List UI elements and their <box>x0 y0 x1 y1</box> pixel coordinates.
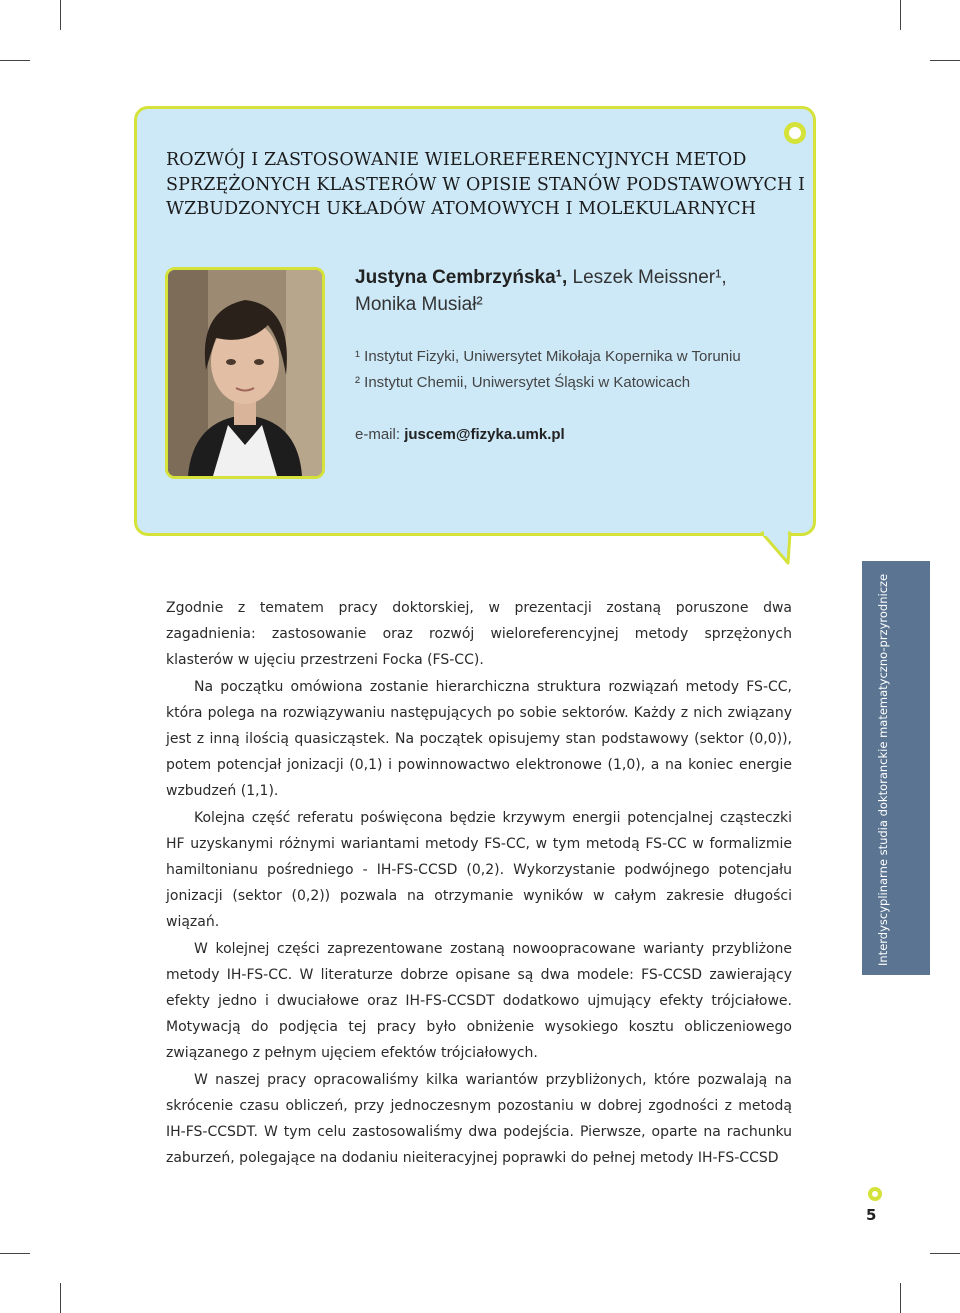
co-author: Leszek Meissner¹, <box>567 267 727 288</box>
email-label: e-mail: <box>355 426 405 443</box>
paragraph: Kolejna część referatu poświęcona będzie krzywym energii potencjalnej cząsteczki HF uzyskanymi różnymi wariantami metody FS-CC, w tym metodą FS-CC w formalizmie hamiltonianu pośredniego - IH-FS-CCSD (0,2). Wykorzystanie podwójnego potencjału jonizacji (sektor (0,2)) pozwala na otrzymanie wyników w całym zakresie długości wiązań. <box>166 809 792 931</box>
affiliation: ¹ Instytut Fizyki, Uniwersytet Mikołaja Kopernika w Toruniu <box>355 348 741 365</box>
author-photo <box>165 267 325 479</box>
crop-mark <box>60 0 61 30</box>
crop-mark <box>900 0 901 30</box>
paragraph: Zgodnie z tematem pracy doktorskiej, w prezentacji zostaną poruszone dwa zagadnienia: zastosowanie oraz rozwój wieloreferencyjnej metody sprzężonych klasterów w ujęciu przestrzeni Focka (FS-CC). <box>166 600 792 669</box>
portrait-image <box>168 270 322 476</box>
email-link[interactable]: juscem@fizyka.umk.pl <box>404 426 565 443</box>
sidebar-tab <box>862 561 930 975</box>
authors <box>355 264 795 318</box>
affiliation: ² Instytut Chemii, Uniwersytet Śląski w Katowicach <box>355 374 691 391</box>
crop-mark <box>930 60 960 61</box>
accent-dot-icon <box>868 1187 882 1201</box>
paragraph: W naszej pracy opracowaliśmy kilka wariantów przybliżonych, które pozwalają na skrócenie czasu obliczeń, przy jednoczesnym pozostaniu w dobrej zgodności z metodą IH-FS-CCSDT. W tym celu zastosowaliśmy dwa podejścia. Pierwsze, oparte na rachunku zaburzeń, polegające na dodaniu nieiteracyjnej poprawki do pełnej metody IH-FS-CCSD <box>166 1071 792 1167</box>
paragraph: W kolejnej części zaprezentowane zostaną nowoopracowane warianty przybliżone metody IH-FS-CC. W literaturze dobrze opisane są dwa modele: FS-CCSD zawierający efekty jedno i dwuciałowe oraz IH-FS-CCSDT dodatkowo ujmujący efekty trójciałowe. Motywacją do podjęcia tej pracy było obniżenie wysokiego kosztu obliczeniowego związanego z pełnym ujęciem efektów trójciałowych. <box>166 940 792 1062</box>
callout-tail <box>760 531 794 567</box>
accent-dot-icon <box>784 122 806 144</box>
crop-mark <box>60 1283 61 1313</box>
co-author: Monika Musiał² <box>355 294 483 315</box>
crop-mark <box>0 60 30 61</box>
paragraph: Na początku omówiona zostanie hierarchiczna struktura rozwiązań metody FS-CC, która polega na rozwiązywaniu następujących po sobie sektorów. Każdy z nich związany jest z inną ilością quasicząstek. Na początek opisujemy stan podstawowy (sektor (0,0)), potem potencjał jonizacji (0,1) i powinnowactwo elektronowe (1,0), a na koniec energie wzbudzeń (1,1). <box>166 678 792 800</box>
lead-author: Justyna Cembrzyńska¹, <box>355 267 568 288</box>
email <box>355 426 565 443</box>
page-number: 5 <box>866 1206 877 1224</box>
crop-mark <box>930 1253 960 1254</box>
article-title: ROZWÓJ I ZASTOSOWANIE WIELOREFERENCYJNYCH METOD SPRZĘŻONYCH KLASTERÓW W OPISIE STANÓW PODSTAWOWYCH I WZBUDZONYCH UKŁADÓW ATOMOWYCH I MOLEKULARNYCH <box>166 150 806 219</box>
sidebar-label: Interdyscyplinarne studia doktoranckie matematyczno-przyrodnicze <box>876 573 890 966</box>
crop-mark <box>0 1253 30 1254</box>
crop-mark <box>900 1283 901 1313</box>
article-body <box>166 595 792 1171</box>
